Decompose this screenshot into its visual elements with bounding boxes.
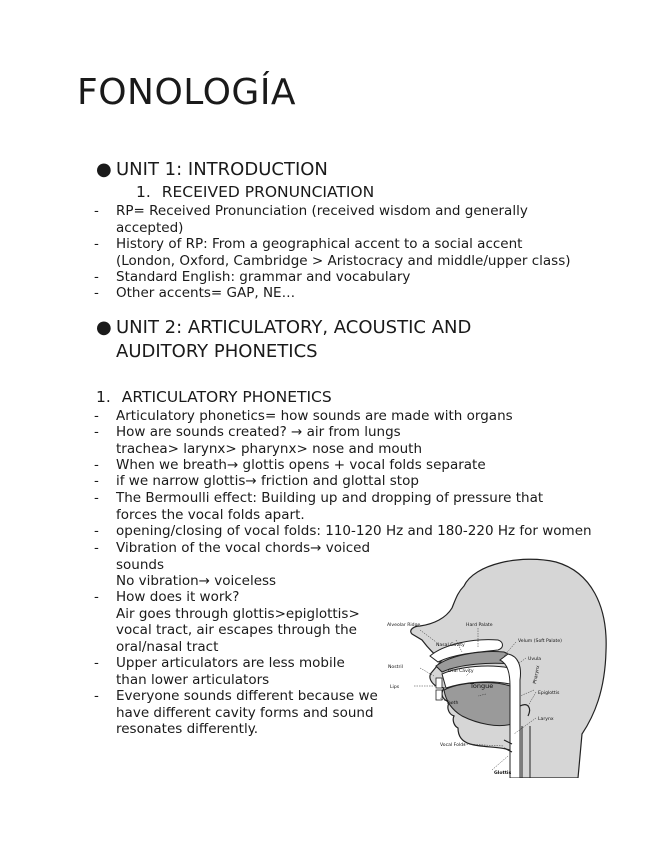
- label-tongue: Tongue: [470, 682, 494, 690]
- list-item-text: than lower articulators: [116, 671, 270, 688]
- dash-bullet: -: [94, 408, 99, 424]
- list-item: [94, 655, 345, 688]
- dash-bullet: -: [94, 236, 99, 252]
- label-uvula: Uvula: [528, 657, 542, 662]
- subheading-text: ARTICULATORY PHONETICS: [121, 388, 332, 406]
- label-epiglottis: Epiglottis: [538, 691, 560, 696]
- unit-2-heading-text: AUDITORY PHONETICS: [116, 341, 318, 362]
- teeth: [436, 678, 442, 688]
- list-item-text: vocal tract, air escapes through the: [116, 622, 357, 638]
- list-item-text: (London, Oxford, Cambridge > Aristocracy and middle/upper class): [116, 252, 571, 269]
- list-item-text: Air goes through glottis>epiglottis>: [116, 605, 360, 622]
- unit-1-heading-text: UNIT 1: INTRODUCTION: [116, 159, 328, 180]
- list-item-text: Other accents= GAP, NE…: [116, 285, 296, 301]
- bullet-icon: ●: [96, 317, 112, 338]
- list-item-text: resonates differently.: [116, 721, 259, 737]
- label-glottis: Glottis: [494, 771, 512, 776]
- dash-bullet: -: [94, 688, 99, 704]
- list-item-text: oral/nasal tract: [116, 638, 219, 655]
- list-item: [94, 688, 378, 738]
- unit-1-heading: [96, 158, 328, 182]
- label-teeth: Teeth: [446, 701, 459, 706]
- dash-bullet: -: [94, 424, 99, 440]
- list-item: [94, 490, 543, 523]
- bullet-icon: ●: [96, 159, 112, 180]
- list-item-text: When we breath→ glottis opens + vocal folds separate: [116, 457, 486, 473]
- subheading-number: 1.: [136, 183, 151, 201]
- dash-bullet: -: [94, 490, 99, 506]
- list-item-text: The Bermoulli effect: Building up and dropping of pressure that: [116, 490, 544, 506]
- list-item: [94, 473, 419, 490]
- page-title: FONOLOGÍA: [77, 72, 297, 113]
- dash-bullet: -: [94, 269, 99, 285]
- list-item: [94, 589, 360, 655]
- label-velum: Velum (Soft Palate): [518, 639, 562, 644]
- list-item-text: have different cavity forms and sound: [116, 704, 374, 721]
- unit-2-subheading: [96, 388, 332, 406]
- dash-bullet: -: [94, 589, 99, 605]
- dash-bullet: -: [94, 285, 99, 301]
- subheading-text: RECEIVED PRONUNCIATION: [161, 183, 375, 201]
- label-nasal-cavity: Nasal Cavity: [436, 643, 465, 648]
- list-item-text: RP= Received Pronunciation (received wisdom and generally: [116, 203, 528, 219]
- list-item-text: Vibration of the vocal chords→ voiced: [116, 540, 371, 556]
- subheading-number: 1.: [96, 388, 111, 406]
- label-vocal-folds: Vocal Folds: [440, 743, 466, 748]
- unit-2-heading: [96, 316, 471, 364]
- dash-bullet: -: [94, 203, 99, 219]
- list-item-text: accepted): [116, 219, 184, 236]
- list-item-text: History of RP: From a geographical accent to a social accent: [116, 236, 523, 252]
- dash-bullet: -: [94, 473, 99, 489]
- label-larynx: Larynx: [538, 717, 554, 722]
- list-item-text: Everyone sounds different because we: [116, 688, 378, 704]
- list-item-text: How does it work?: [116, 589, 240, 605]
- label-nostril: Nostril: [388, 665, 403, 670]
- unit-2-heading-text: UNIT 2: ARTICULATORY, ACOUSTIC AND: [116, 317, 472, 338]
- list-item-text: No vibration→ voiceless: [116, 573, 277, 589]
- dash-bullet: -: [94, 523, 99, 539]
- label-lips: Lips: [390, 685, 400, 690]
- label-pharynx: Pharynx: [533, 665, 542, 685]
- label-hard-palate: Hard Palate: [466, 623, 493, 628]
- list-item: [94, 285, 295, 302]
- unit-1-subheading: [136, 183, 374, 201]
- list-item: [94, 269, 410, 286]
- list-item-text: How are sounds created? → air from lungs: [116, 424, 401, 440]
- list-item-text: Upper articulators are less mobile: [116, 655, 345, 671]
- list-item-text: forces the vocal folds apart.: [116, 506, 305, 523]
- list-item-text: if we narrow glottis→ friction and glottal stop: [116, 473, 419, 489]
- label-alveolar-ridge: Alveolar Ridge: [387, 623, 421, 628]
- list-item-text: Standard English: grammar and vocabulary: [116, 269, 411, 285]
- list-item: [94, 540, 370, 590]
- list-item: [94, 236, 571, 269]
- list-item-text: trachea> larynx> pharynx> nose and mouth: [116, 440, 423, 457]
- list-item: [94, 424, 422, 457]
- list-item-text: sounds: [116, 556, 165, 573]
- list-item: [94, 523, 592, 540]
- list-item-text: Articulatory phonetics= how sounds are made with organs: [116, 408, 513, 424]
- list-item-text: opening/closing of vocal folds: 110-120 Hz and 180-220 Hz for women: [116, 523, 592, 539]
- list-item: [94, 408, 513, 425]
- label-oral-cavity: Oral Cavity: [448, 669, 474, 674]
- list-item: [94, 457, 486, 474]
- dash-bullet: -: [94, 540, 99, 556]
- teeth: [436, 690, 442, 700]
- dash-bullet: -: [94, 655, 99, 671]
- list-item: [94, 203, 528, 236]
- dash-bullet: -: [94, 457, 99, 473]
- vocal-tract-diagram: [386, 556, 610, 778]
